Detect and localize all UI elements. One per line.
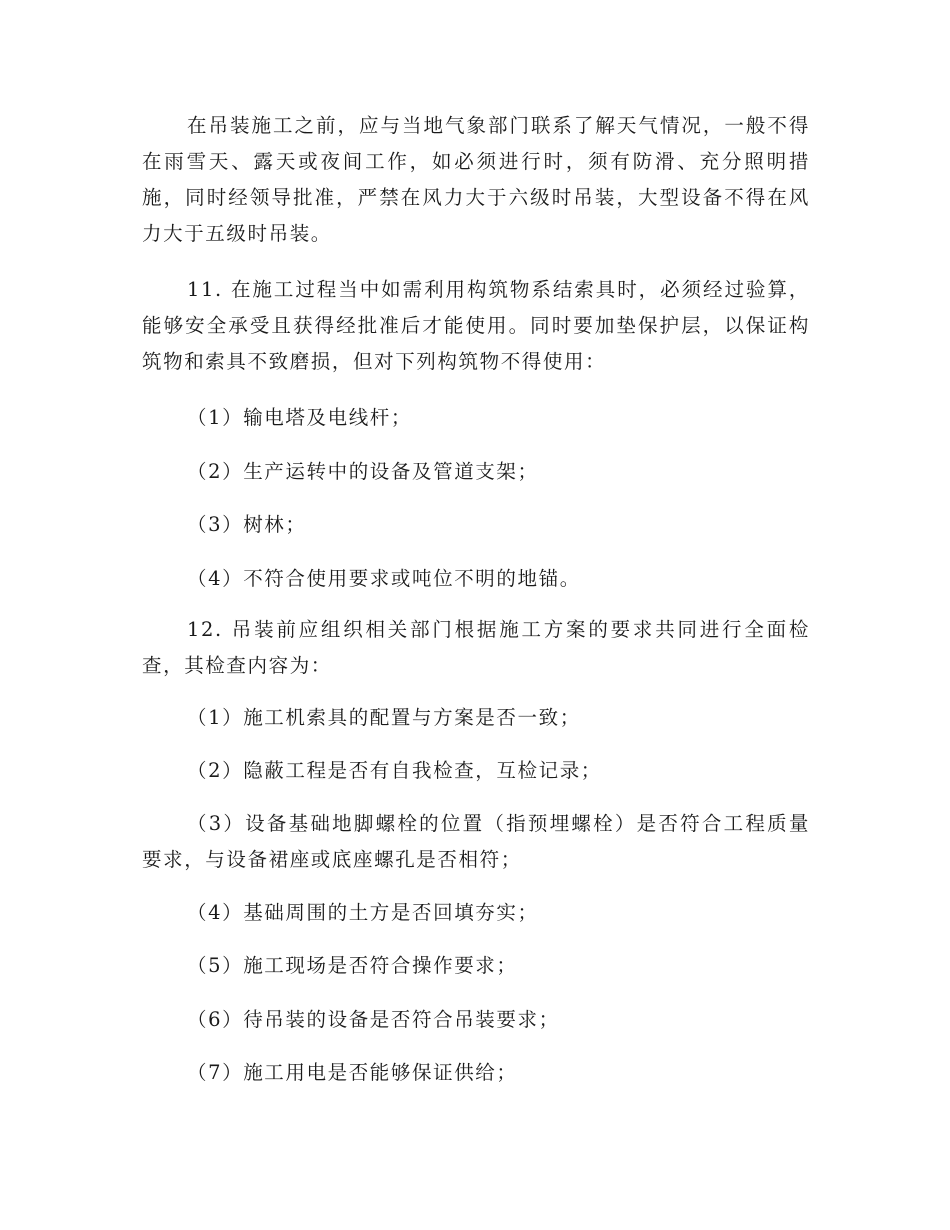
section-11-item-3: （3）树林； [187, 513, 307, 536]
section-12-paragraph: 12. 吊装前应组织相关部门根据施工方案的要求共同进行全面检查，其检查内容为： [142, 618, 810, 677]
section-12-item-5: （5）施工现场是否符合操作要求； [187, 954, 518, 977]
section-12-item-6: （6）待吊装的设备是否符合吊装要求； [187, 1008, 560, 1031]
section-12-item-2: （2）隐蔽工程是否有自我检查，互检记录； [187, 759, 602, 782]
section-12-item-1: （1）施工机索具的配置与方案是否一致； [187, 706, 581, 729]
section-11-item-2: （2）生产运转中的设备及管道支架； [187, 460, 539, 483]
intro-paragraph: 在吊装施工之前，应与当地气象部门联系了解天气情况，一般不得在雨雪天、露天或夜间工作，如必须进行时，须有防滑、充分照明措施，同时经领导批准，严禁在风力大于六级时吊装，大型设备不得在风力大于五级时吊装。 [142, 114, 810, 245]
section-12-item-4: （4）基础周围的土方是否回填夯实； [187, 901, 539, 924]
section-11-paragraph: 11. 在施工过程当中如需利用构筑物系结索具时，必须经过验算，能够安全承受且获得经批准后才能使用。同时要加垫保护层，以保证构筑物和索具不致磨损，但对下列构筑物不得使用： [142, 278, 810, 373]
section-11-item-1: （1）输电塔及电线杆； [187, 406, 413, 429]
section-12-item-7: （7）施工用电是否能够保证供给； [187, 1061, 518, 1084]
section-11-item-4: （4）不符合使用要求或吨位不明的地锚。 [187, 567, 581, 590]
section-12-item-3: （3）设备基础地脚螺栓的位置（指预埋螺栓）是否符合工程质量要求，与设备裙座或底座螺孔是否相符； [142, 812, 810, 871]
